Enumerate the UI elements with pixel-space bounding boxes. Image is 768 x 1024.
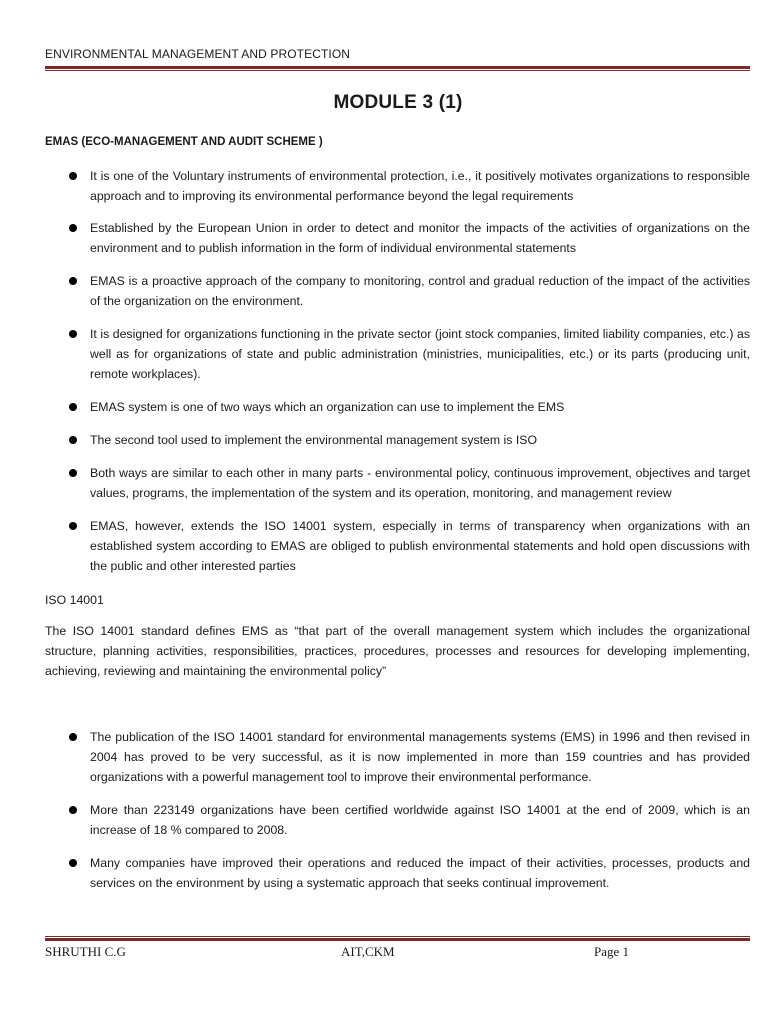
list-item: The publication of the ISO 14001 standard for environmental managements systems (EMS) in 1996 and then revised in 2004 has proved to be very successful, as it is now implemented in more than 159 countries and has provided organizations with a powerful management tool to improve their environmental performance. xyxy=(90,727,750,787)
list-item: Both ways are similar to each other in many parts - environmental policy, continuous improvement, objectives and target values, programs, the implementation of the system and its operation, monitoring, and management review xyxy=(90,463,750,503)
footer-author: SHRUTHI C.G xyxy=(45,944,126,959)
list-item: EMAS system is one of two ways which an organization can use to implement the EMS xyxy=(90,397,750,417)
footer-institution: AIT,CKM xyxy=(341,944,395,959)
list-item: Established by the European Union in order to detect and monitor the impacts of the activities of organizations on the environment and to publish information in the form of individual environmental statements xyxy=(90,218,750,258)
iso-definition-paragraph: The ISO 14001 standard defines EMS as “that part of the overall management system which includes the organizational structure, planning activities, responsibilities, practices, procedures, processes and resources for developing implementing, achieving, reviewing and maintaining the environmental policy” xyxy=(45,624,750,678)
list-item: It is designed for organizations functioning in the private sector (joint stock companies, limited liability companies, etc.) as well as for organizations of state and public administration (ministries, municipalities, etc.) or its parts (producing unit, remote workplaces). xyxy=(90,324,750,384)
header-rule xyxy=(45,66,750,71)
list-item: It is one of the Voluntary instruments of environmental protection, i.e., it positively motivates organizations to responsible approach and to improving its environmental performance beyond the legal requirements xyxy=(90,166,750,206)
emas-heading: EMAS (ECO-MANAGEMENT AND AUDIT SCHEME ) xyxy=(45,136,323,148)
list-item: Many companies have improved their operations and reduced the impact of their activities, processes, products and services on the environment by using a systematic approach that seeks continual improvement. xyxy=(90,853,750,893)
list-item: The second tool used to implement the environmental management system is ISO xyxy=(90,430,750,450)
running-header: ENVIRONMENTAL MANAGEMENT AND PROTECTION xyxy=(45,47,351,61)
iso-heading: ISO 14001 xyxy=(45,593,104,607)
list-item: EMAS is a proactive approach of the company to monitoring, control and gradual reduction of the impact of the activities of the organization on the environment. xyxy=(90,271,750,311)
list-item: More than 223149 organizations have been certified worldwide against ISO 14001 at the end of 2009, which is an increase of 18 % compared to 2008. xyxy=(90,800,750,840)
list-item: EMAS, however, extends the ISO 14001 system, especially in terms of transparency when organizations with an established system according to EMAS are obliged to publish environmental statements and hold open discussions with the public and other interested parties xyxy=(90,516,750,576)
footer-page-number: Page 1 xyxy=(594,944,630,959)
module-title: MODULE 3 (1) xyxy=(333,92,463,113)
footer-rule xyxy=(45,936,750,941)
